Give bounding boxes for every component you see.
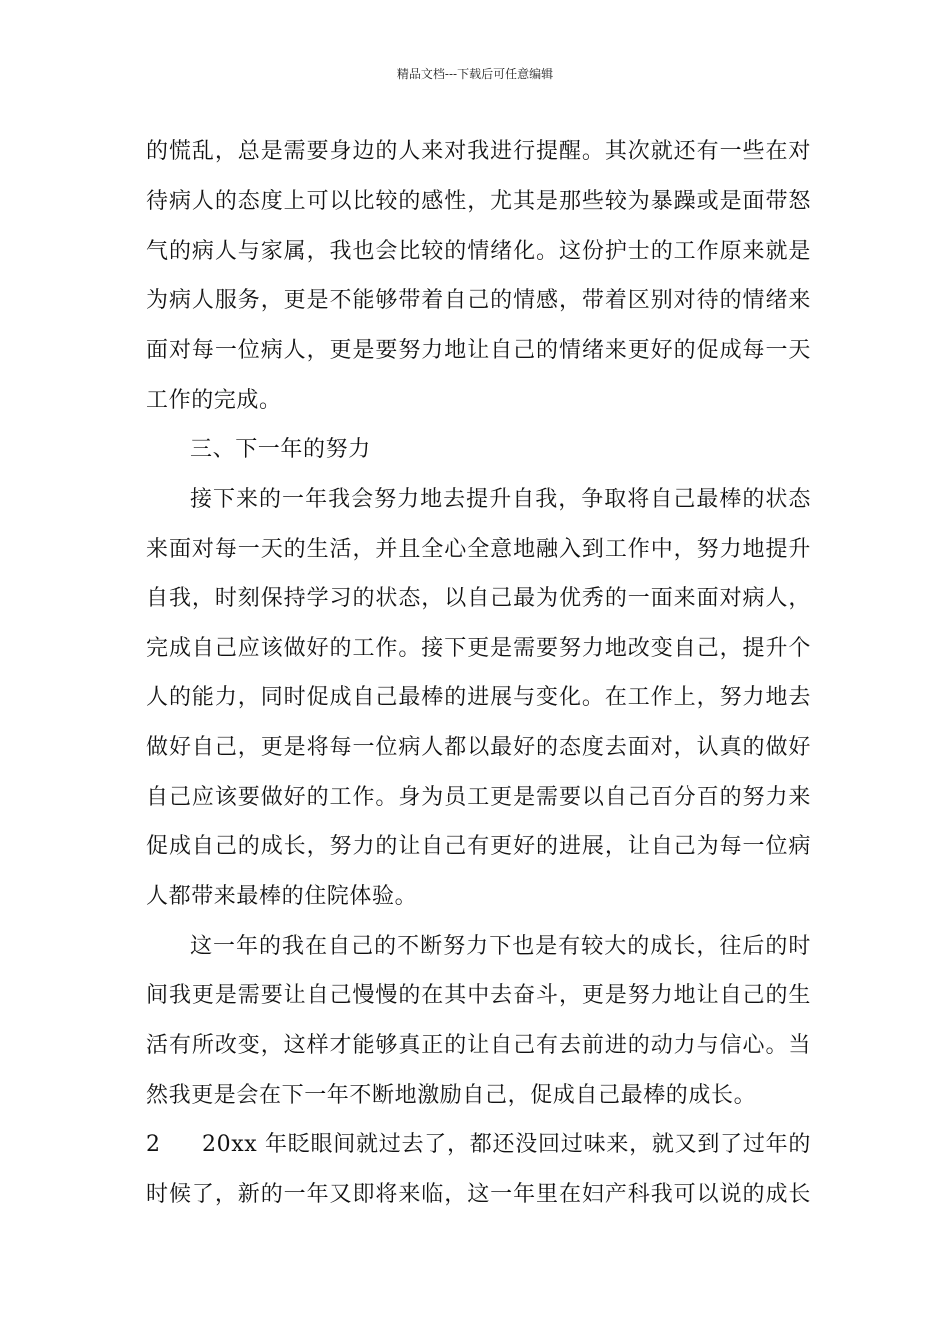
body-line: 待病人的态度上可以比较的感性，尤其是那些较为暴躁或是面带怒 [146, 189, 811, 214]
body-line: 工作的完成。 [146, 388, 282, 413]
body-line: 的慌乱，总是需要身边的人来对我进行提醒。其次就还有一些在对 [146, 139, 811, 164]
body-line: 自己应该要做好的工作。身为员工更是需要以自己百分百的努力来 [146, 785, 811, 810]
body-line: 完成自己应该做好的工作。接下更是需要努力地改变自己，提升个 [146, 636, 811, 661]
page-header: 精品文档---下载后可任意编辑 [396, 67, 554, 81]
body-line: 来面对每一天的生活，并且全心全意地融入到工作中，努力地提升 [146, 537, 811, 562]
body-line: 气的病人与家属，我也会比较的情绪化。这份护士的工作原来就是 [146, 239, 811, 264]
body-line: 自我，时刻保持学习的状态，以自己最为优秀的一面来面对病人， [146, 586, 811, 611]
numbered-line [146, 1130, 811, 1160]
body-line: 面对每一位病人，更是要努力地让自己的情绪来更好的促成每一天 [146, 338, 811, 363]
body-line: 为病人服务，更是不能够带着自己的情感，带着区别对待的情绪来 [146, 288, 811, 313]
body-line: 人都带来最棒的住院体验。 [146, 884, 418, 909]
section-number: 2 [146, 1132, 161, 1157]
body-line: 20xx 年眨眼间就过去了，都还没回过味来，就又到了过年的 [202, 1132, 811, 1157]
body-line: 时候了，新的一年又即将来临，这一年里在妇产科我可以说的成长 [146, 1182, 811, 1207]
body-line: 做好自己，更是将每一位病人都以最好的态度去面对，认真的做好 [146, 735, 811, 760]
body-line: 促成自己的成长，努力的让自己有更好的进展，让自己为每一位病 [146, 834, 811, 859]
body-line: 然我更是会在下一年不断地激励自己，促成自己最棒的成长。 [146, 1083, 757, 1108]
body-line: 活有所改变，这样才能够真正的让自己有去前进的动力与信心。当 [146, 1033, 811, 1058]
paragraph-first-line: 接下来的一年我会努力地去提升自我，争取将自己最棒的状态 [190, 487, 811, 512]
section-heading: 三、下一年的努力 [190, 437, 371, 462]
body-line: 间我更是需要让自己慢慢的在其中去奋斗，更是努力地让自己的生 [146, 983, 811, 1008]
paragraph-first-line: 这一年的我在自己的不断努力下也是有较大的成长，往后的时 [190, 934, 811, 959]
body-line: 人的能力，同时促成自己最棒的进展与变化。在工作上，努力地去 [146, 685, 811, 710]
